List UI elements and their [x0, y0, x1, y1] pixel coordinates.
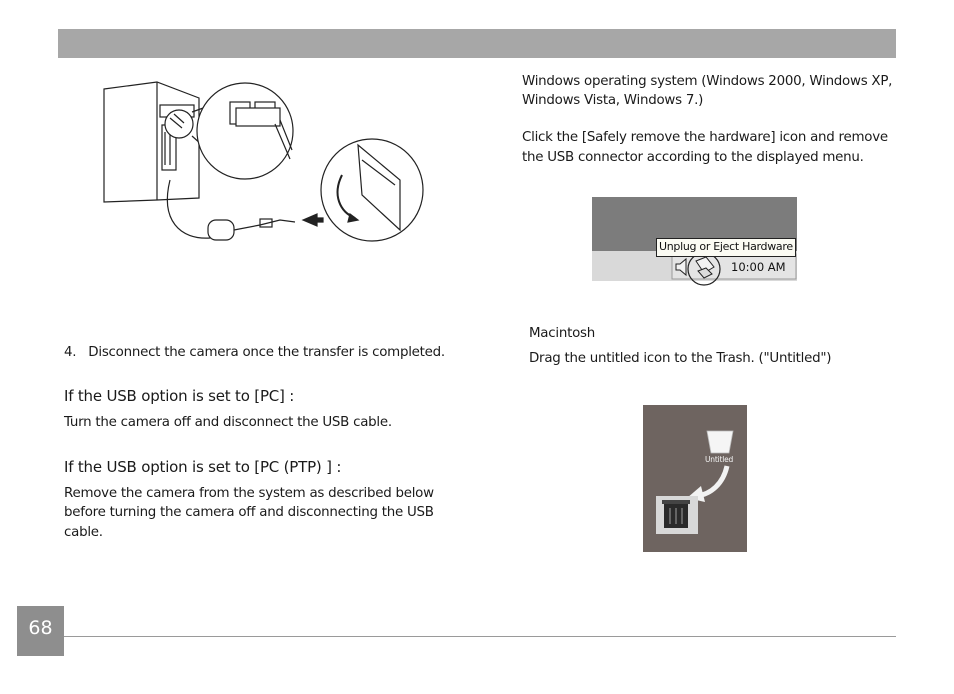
pc-option-body: Turn the camera off and disconnect the USB cable.: [64, 415, 392, 430]
eject-hardware-tooltip: Unplug or Eject Hardware: [656, 238, 796, 257]
windows-os-line-2: Windows Vista, Windows 7.): [522, 93, 704, 108]
macintosh-heading: Macintosh: [529, 326, 595, 341]
safely-remove-line-1: Click the [Safely remove the hardware] icon and remove: [522, 130, 888, 145]
header-bar: [58, 29, 896, 58]
safely-remove-line-2: the USB connector according to the displayed menu.: [522, 150, 864, 165]
step-4-text: 4. Disconnect the camera once the transfer is completed.: [64, 345, 445, 360]
ptp-body-line-2: before turning the camera off and disconnecting the USB: [64, 505, 434, 520]
computer-camera-usb-illustration: [100, 80, 430, 245]
page-number: 68: [17, 606, 64, 656]
macintosh-instruction: Drag the untitled icon to the Trash. ("Untitled"): [529, 351, 832, 366]
drive-icon-label: Untitled: [705, 455, 734, 464]
taskbar-clock: 10:00 AM: [731, 260, 786, 274]
ptp-body-line-1: Remove the camera from the system as described below: [64, 486, 434, 501]
trash-icon[interactable]: [654, 494, 700, 536]
ptp-option-heading: If the USB option is set to [PC (PTP) ] :: [64, 458, 342, 476]
windows-os-line-1: Windows operating system (Windows 2000, Windows XP,: [522, 74, 893, 89]
pc-option-heading: If the USB option is set to [PC] :: [64, 387, 295, 405]
ptp-body-line-3: cable.: [64, 525, 103, 540]
footer-rule: [64, 636, 896, 637]
